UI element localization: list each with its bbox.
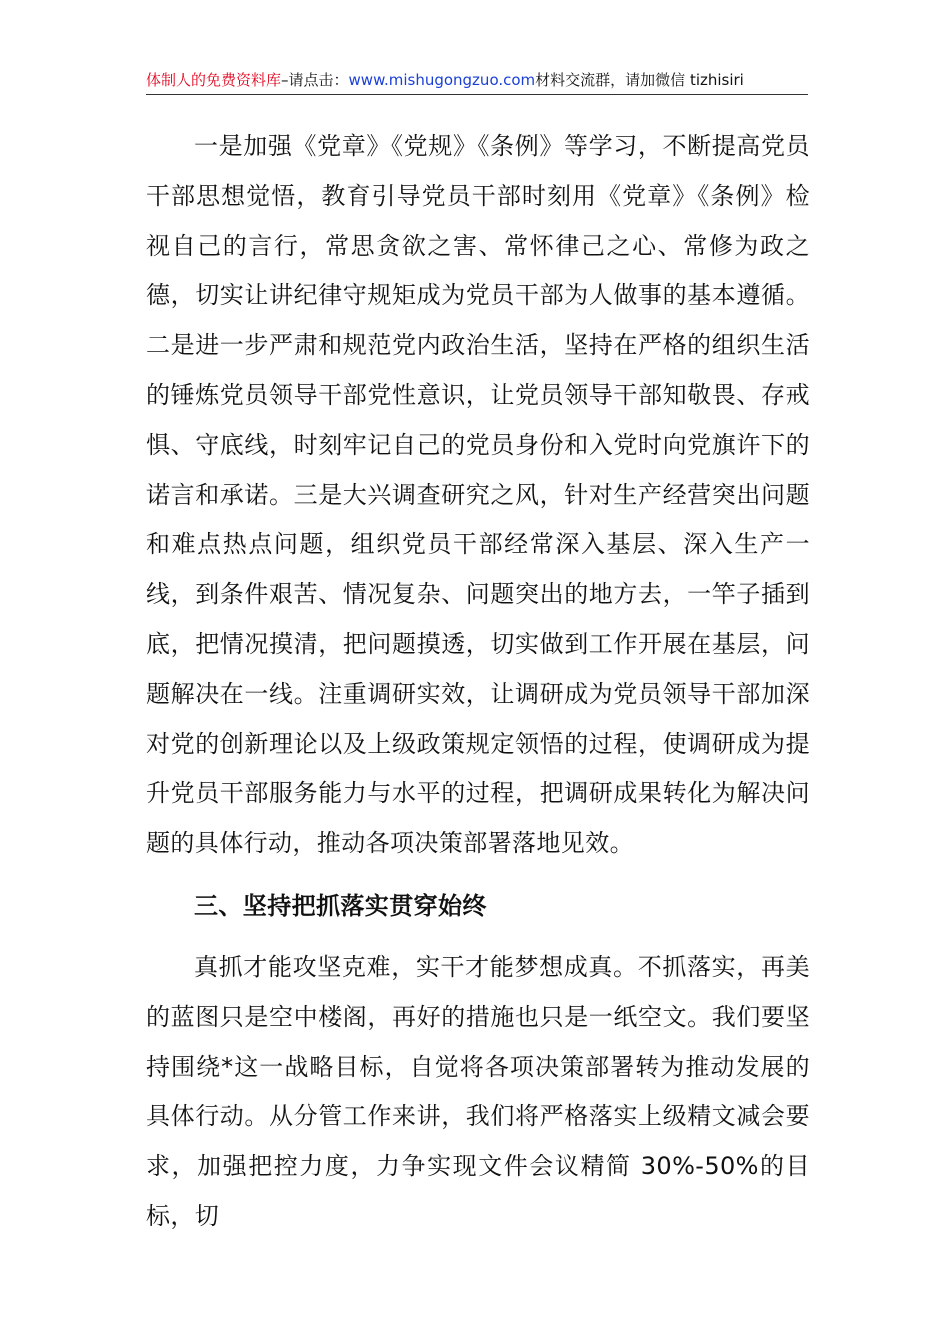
page-header (146, 66, 808, 95)
header-url-link[interactable]: www.mishugongzuo.com (348, 71, 536, 89)
paragraph-implementation: 真抓才能攻坚克难，实干才能梦想成真。不抓落实，再美的蓝图只是空中楼阁，再好的措施也只是一纸空文。我们要坚持围绕*这一战略目标，自觉将各项决策部署转为推动发展的具体行动。从分管工作来讲，我们将严格落实上级精文减会要求，加强把控力度，力争实现文件会议精简 30%-50%的目标，切 (146, 952, 810, 1230)
header-brand: 体制人的免费资料库 (146, 71, 282, 89)
header-prompt: –请点击： (281, 71, 349, 89)
document-body (146, 122, 810, 1242)
section-heading-3: 三、坚持把抓落实贯穿始终 (194, 891, 487, 920)
paragraph-measures: 一是加强《党章》《党规》《条例》等学习，不断提高党员干部思想觉悟，教育引导党员干部时刻用《党章》《条例》检视自己的言行，常思贪欲之害、常怀律己之心、常修为政之德，切实让讲纪律守规矩成为党员干部为人做事的基本遵循。二是进一步严肃和规范党内政治生活，坚持在严格的组织生活的锤炼党员领导干部党性意识，让党员领导干部知敬畏、存戒惧、守底线，时刻牢记自己的党员身份和入党时向党旗许下的诺言和承诺。三是大兴调查研究之风，针对生产经营突出问题和难点热点问题，组织党员干部经常深入基层、深入生产一线，到条件艰苦、情况复杂、问题突出的地方去，一竿子插到底，把情况摸清，把问题摸透，切实做到工作开展在基层，问题解决在一线。注重调研实效，让调研成为党员领导干部加深对党的创新理论以及上级政策规定领悟的过程，使调研成为提升党员干部服务能力与水平的过程，把调研成果转化为解决问题的具体行动，推动各项决策部署落地见效。 (146, 132, 810, 858)
header-wechat-note: 材料交流群，请加微信 tizhisiri (535, 71, 744, 89)
